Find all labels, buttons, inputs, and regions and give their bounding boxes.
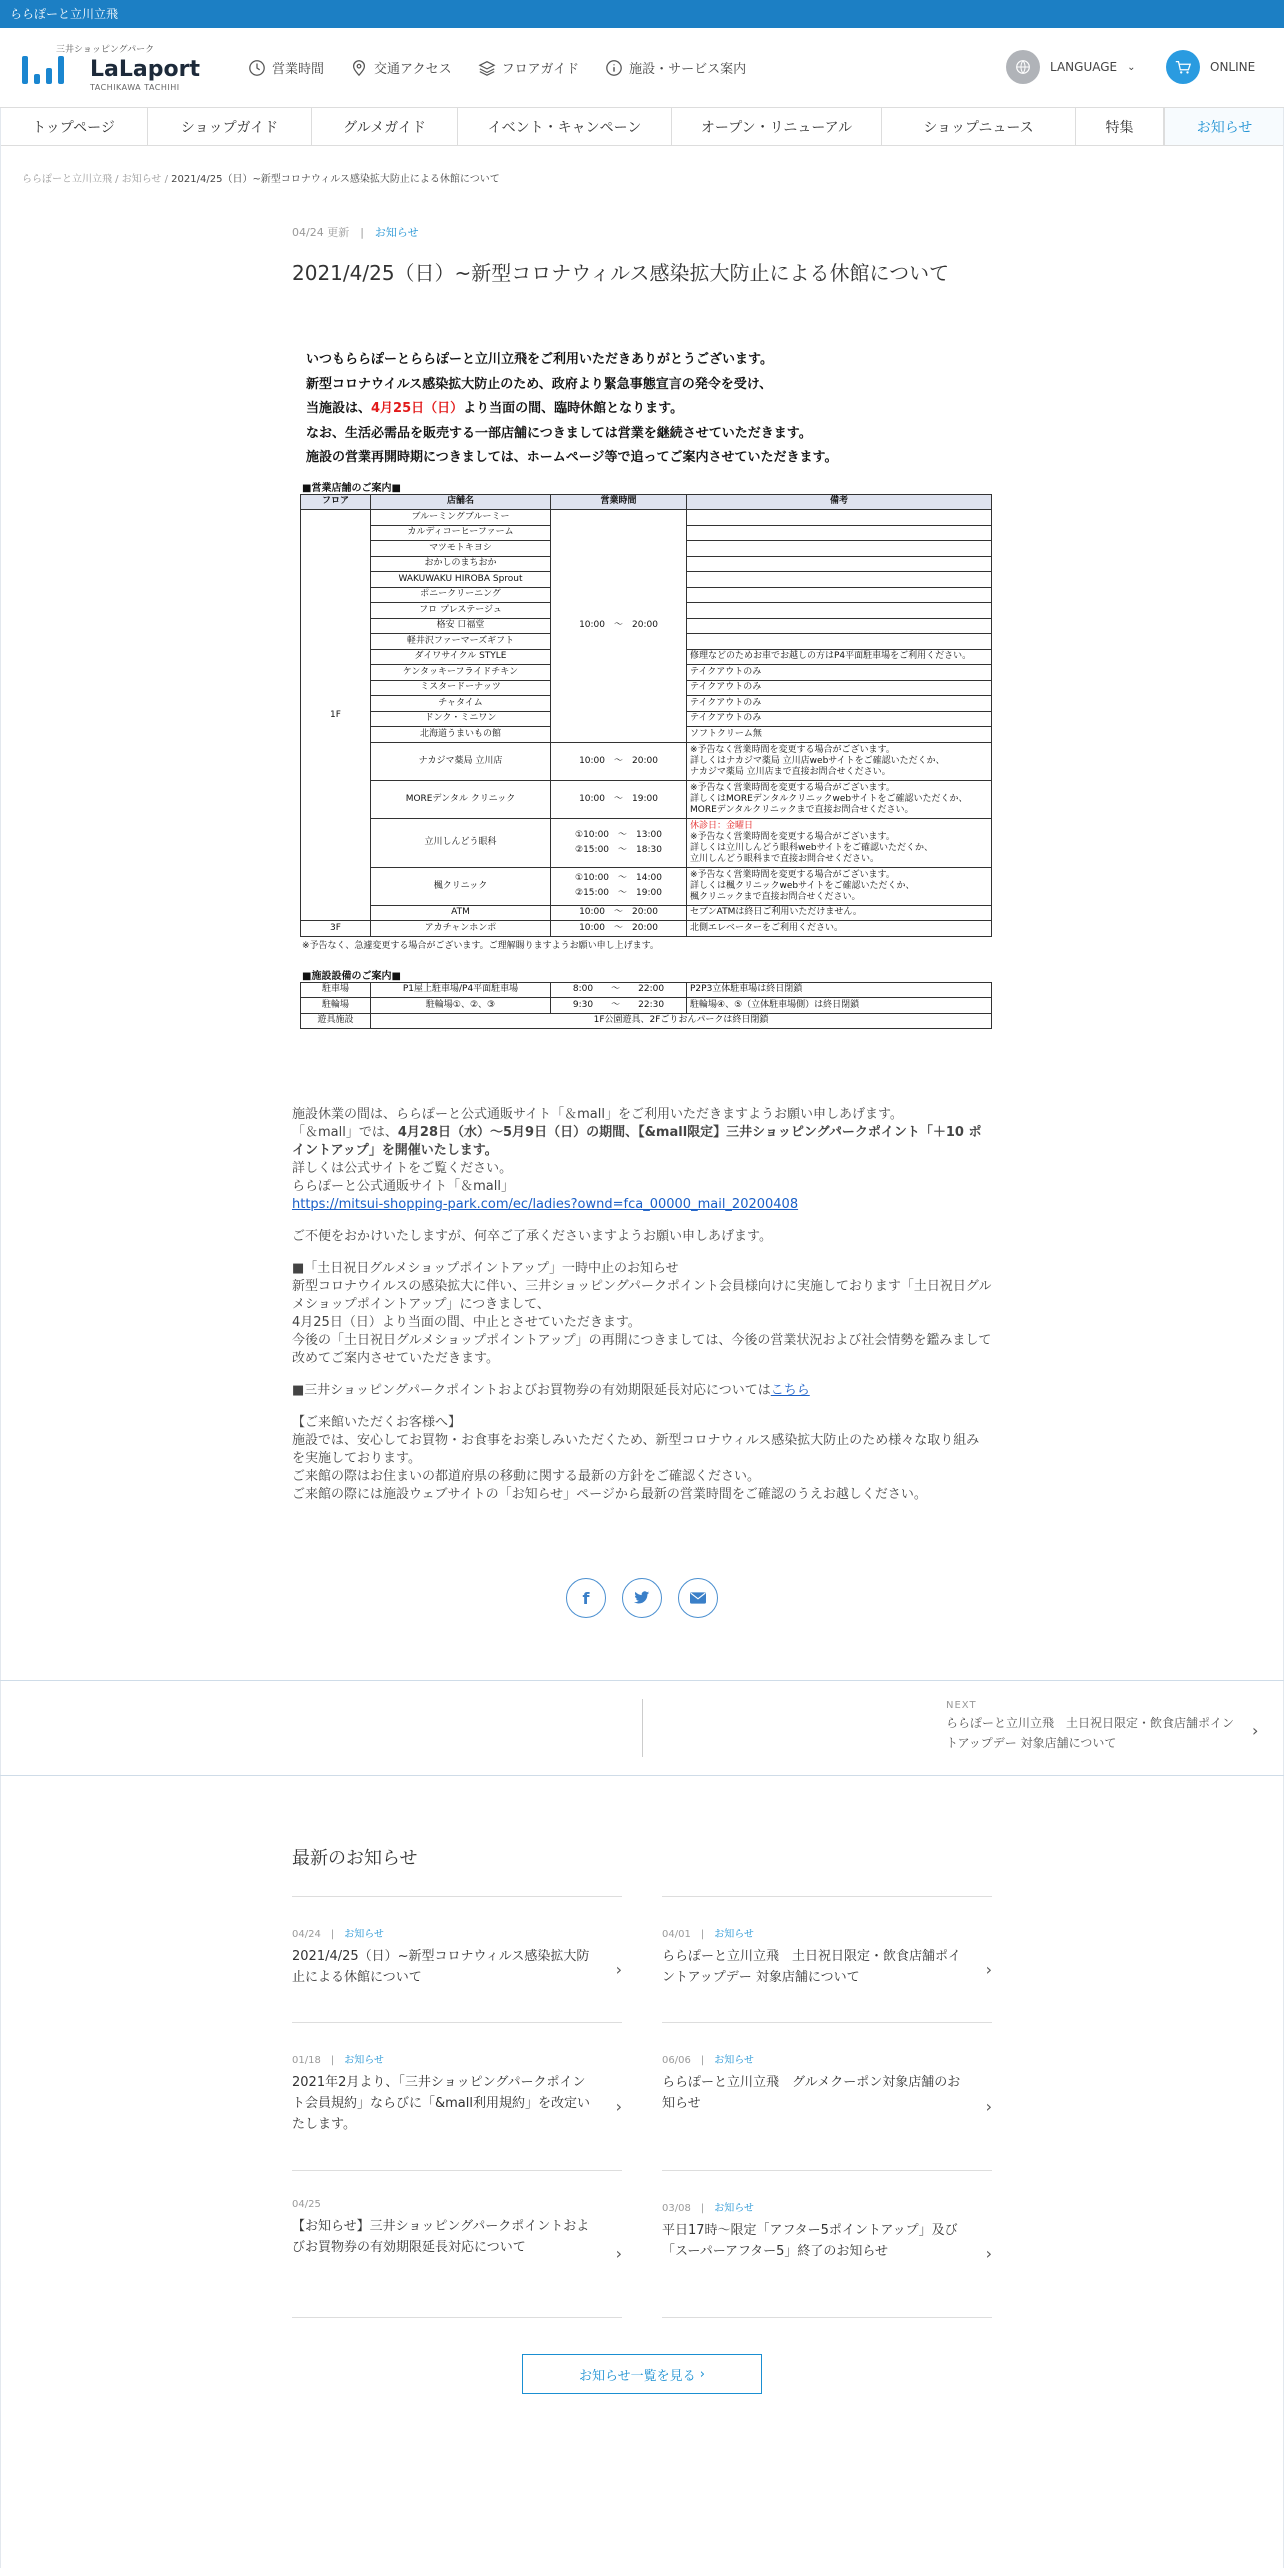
notice-section-facilities: ■施設設備のご案内■ [302, 970, 401, 982]
body-paragraph: ご不便をおかけいたしますが、何卒ご了承くださいますようお願い申しあげます。 [292, 1229, 772, 1244]
table-row: ミスタードーナッツ テイクアウトのみ [301, 680, 992, 696]
point-extension-link[interactable]: こちら [770, 1383, 810, 1398]
table-row: ドンク・ミニワン テイクアウトのみ [301, 711, 992, 727]
main-nav-events[interactable]: イベント・キャンペーン [458, 108, 672, 145]
body-paragraph: 【ご来館いただくお客様へ】 施設では、安心してお買物・お食事をお楽しみいただくため、新型コロナウィルス感染拡大防止のため様々な取り組みを実施しております。 ご来館の際はお住まいの都道府県の移動に関する最新の方針をご確認ください。 ご来館の際には施設ウェブサイトの「お知らせ」ページから最新の営業時間をご確認のうえお越しください。 [292, 1415, 980, 1502]
twitter-share-button[interactable] [622, 1578, 662, 1618]
news-list-button-label: お知らせ一覧を見る [579, 2368, 696, 2384]
body-paragraph: ■三井ショッピングパークポイントおよびお買物券の有効期限延長対応についてはこちら [292, 1383, 810, 1398]
notice-line: 施設の営業再開時期につきましては、ホームページ等で追ってご案内させていただきます。 [306, 450, 838, 465]
chevron-right-icon: › [615, 2096, 622, 2116]
table-row: ナカジマ薬局 立川店 10:00 ～ 20:00 ※予告なく営業時間を変更する場合がございます。 詳しくはナカジマ薬局 立川店webサイトをご確認いただくか、 ナカジマ薬局 立川店まで直接お問合せください。 [301, 742, 992, 780]
logo-sub: TACHIKAWA TACHIHI [90, 83, 180, 92]
header-nav-floor[interactable] [478, 58, 579, 77]
table-row: 3F アカチャンホンポ 10:00 ～ 20:00 北側エレベーターをご利用ください。 [301, 921, 992, 937]
header-nav-hours-label: 営業時間 [272, 62, 325, 77]
globe-icon [1006, 50, 1040, 84]
chevron-right-icon: › [985, 2244, 992, 2263]
breadcrumb-notice[interactable]: お知らせ [121, 174, 162, 185]
main-nav-notice[interactable]: お知らせ [1164, 108, 1284, 145]
header-nav-services[interactable] [605, 58, 746, 77]
table-row: ポニークリーニング [301, 587, 992, 603]
notice-line: なお、生活必需品を販売する一部店舗につきましては営業を継続させていただきます。 [306, 425, 812, 441]
news-item[interactable]: 03/08 | お知らせ 平日17時～限定「アフター5ポイントアップ」及び「スーパーアフター5」終了のお知らせ › [662, 2170, 992, 2318]
online-label: ONLINE [1210, 60, 1256, 74]
page-left-border [0, 108, 1, 2568]
notice-text [300, 348, 996, 471]
facebook-share-button[interactable] [566, 1578, 606, 1618]
logo-mark [22, 56, 80, 84]
table-row: カルディコーヒーファーム [301, 525, 992, 541]
cart-icon [1166, 50, 1200, 84]
page-title: 2021/4/25（日）~新型コロナウィルス感染拡大防止による休館について [292, 261, 950, 285]
body-paragraph: 施設休業の間は、ららぽーと公式通販サイト「＆mall」をご利用いただきますようお願い申しあげます。 「＆mall」では、4月28日（水）～5月9日（日）の期間、【&mall限定】三井ショッピングパークポイント「＋10 ポイントアップ」を開催いたします。 詳しくは公式サイトをご覧ください。 ららぽーと公式通販サイト「＆mall」 https://mitsui-shopping-park.com/ec/ladies?ownd=fca_00000_mail_20200408 [292, 1107, 982, 1212]
chevron-right-icon: › [985, 1959, 992, 1979]
mail-share-button[interactable] [678, 1578, 718, 1618]
news-item-title: 2021/4/25（日）~新型コロナウィルス感染拡大防止による休館について [292, 1949, 590, 1985]
pager-divider [642, 1699, 643, 1757]
share-buttons [566, 1578, 718, 1618]
notice-line: 新型コロナウイルス感染拡大防止のため、政府より緊急事態宣言の発令を受け、 [306, 376, 773, 392]
facility-table: 駐車場 P1屋上駐車場/P4平面駐車場 8:00 ～ 22:00 P2P3立体駐車場は終日閉鎖 駐輪場 駐輪場①、②、③ 9:30 ～ 22:30 駐輪場④、⑤（立体駐車場側）は終日閉鎖 遊具施設 1F公園遊具、2Fごりおんパークは終日閉鎖 [300, 982, 992, 1030]
notice-image [300, 348, 996, 1088]
article-category[interactable]: お知らせ [374, 226, 419, 239]
chevron-right-icon: › [1252, 1721, 1259, 1740]
mall-link[interactable]: https://mitsui-shopping-park.com/ec/ladies?ownd=fca_00000_mail_20200408 [292, 1197, 799, 1212]
table-row: おかしのまちおか [301, 556, 992, 572]
language-selector[interactable] [1006, 50, 1136, 84]
main-nav-shop-news[interactable]: ショップニュース [882, 108, 1076, 145]
online-link[interactable] [1166, 50, 1255, 84]
header-nav-floor-label: フロアガイド [501, 62, 580, 77]
news-item[interactable]: 04/01 | お知らせ ららぽーと立川立飛 土日祝日限定・飲食店舗ポイントアップデー 対象店舗について › [662, 1896, 992, 2022]
article-date: 04/24 更新 [292, 226, 350, 239]
notice-line: 当施設は、4月25日（日）より当面の間、臨時休館となります。 [306, 401, 684, 416]
header-nav-services-label: 施設・サービス案内 [629, 62, 747, 77]
language-label: LANGUAGE [1050, 60, 1118, 74]
next-title: ららぽーと立川立飛 土日祝日限定・飲食店舗ポイントアップデー 対象店舗について [946, 1716, 1235, 1750]
next-label: NEXT [946, 1700, 977, 1711]
logo-name: LaLaport [90, 57, 200, 82]
site-header [0, 28, 1284, 108]
next-article-link[interactable] [946, 1699, 1246, 1753]
news-list-button[interactable]: お知らせ一覧を見る › [522, 2354, 762, 2394]
table-row: チャタイム テイクアウトのみ [301, 696, 992, 712]
article-header [292, 224, 992, 290]
top-bar [0, 0, 1284, 28]
article-body [292, 1106, 992, 1518]
notice-section-shops: ■営業店舗のご案内■ [302, 482, 401, 494]
article-pager [0, 1680, 1284, 1776]
main-nav-feature[interactable]: 特集 [1076, 108, 1164, 145]
shop-hours-table: フロア 店舗名 営業時間 備考 1F ブルーミングブルーミー 10:00 ～ 20:00 カルディコーヒーファーム マツモトキヨシ おかしのまちおか WAKUWAKU HIROBA Sprout ポニークリーニング フロ プレステージュ 格安 口福堂 軽井沢ファーマーズギフト ダイワサイクル STYLE 修理などのためお車でお越しの方はP4平面駐車場をご利用ください。 ケンタッキーフライドチキン テイクアウトのみ ミスタードーナッツ テイクアウトのみ チャタイム テイクアウトのみ ドンク・ミニワン テイクアウトのみ 北海道うまいもの館 ソフトクリーム無 ナカジマ薬局 立川店 10:00 ～ 20:00 ※予告なく営業時間を変更する場合がございます。 詳しくはナカジマ薬局 立川店webサイトをご確認いただくか、 ナカジマ薬局 立川店まで直接お問合せください。 MOREデンタル クリニック 10:00 ～ 19:00 ※予告なく営業時間を変更する場合がございます。 詳しくはMOREデンタルクリニックwebサイトをご確認いただくか、 MOREデンタルクリニックまで直接お問合せください。 立川しんどう眼科 ①10:00 ～ 13:00 ②15:00 ～ 18:30 休診日：金曜日 ※予告なく営業時間を変更する場合がございます。 詳しくは立川しんどう眼科webサイトをご確認いただくか、 立川しんどう眼科まで直接お問合せください。 楓クリニック ①10:00 ～ 14:00 ②15:00 ～ 19:00 ※予告なく営業時間を変更する場合がございます。 詳しくは楓クリニックwebサイトをご確認いただくか、 楓クリニックまで直接お問合せください。 ATM 10:00 ～ 20:00 セブンATMは終日ご利用いただけません。 3F アカチャンホンポ 10:00 ～ 20:00 北側エレベーターをご利用ください。 [300, 494, 992, 937]
table-row: 軽井沢ファーマーズギフト [301, 634, 992, 650]
clock-icon [248, 59, 266, 77]
table-row: 立川しんどう眼科 ①10:00 ～ 13:00 ②15:00 ～ 18:30 休診日：金曜日 ※予告なく営業時間を変更する場合がございます。 詳しくは立川しんどう眼科webサイトをご確認いただくか、 立川しんどう眼科まで直接お問合せください。 [301, 818, 992, 867]
table-row: MOREデンタル クリニック 10:00 ～ 19:00 ※予告なく営業時間を変更する場合がございます。 詳しくはMOREデンタルクリニックwebサイトをご確認いただくか、 MOREデンタルクリニックまで直接お問合せください。 [301, 780, 992, 818]
notice-line: いつもららぽーとららぽーと立川立飛をご利用いただきありがとうございます。 [306, 352, 773, 367]
main-nav-top[interactable]: トップページ [0, 108, 148, 145]
table-row: 北海道うまいもの館 ソフトクリーム無 [301, 727, 992, 743]
notice-footnote: ※予告なく、急遽変更する場合がございます。ご理解賜りますようお願い申し上げます。 [302, 940, 659, 951]
mail-icon [690, 1592, 706, 1604]
twitter-icon [634, 1591, 650, 1605]
main-nav-shop-guide[interactable]: ショップガイド [148, 108, 312, 145]
table-row: フロ プレステージュ [301, 603, 992, 619]
latest-news [292, 1844, 992, 1870]
article-meta: 04/24 更新 | お知らせ [292, 226, 419, 239]
table-row: 楓クリニック ①10:00 ～ 14:00 ②15:00 ～ 19:00 ※予告なく営業時間を変更する場合がございます。 詳しくは楓クリニックwebサイトをご確認いただくか、 楓クリニックまで直接お問合せください。 [301, 867, 992, 905]
news-item[interactable]: 04/25 【お知らせ】三井ショッピングパークポイントおよびお買物券の有効期限延長対応について › [292, 2170, 622, 2318]
site-logo[interactable] [22, 42, 200, 96]
news-item[interactable]: 04/24 | お知らせ 2021/4/25（日）~新型コロナウィルス感染拡大防止による休館について › [292, 1896, 622, 2022]
news-item-title: 平日17時～限定「アフター5ポイントアップ」及び「スーパーアフター5」終了のお知らせ [662, 2223, 958, 2259]
table-row: ダイワサイクル STYLE 修理などのためお車でお越しの方はP4平面駐車場をご利用ください。 [301, 649, 992, 665]
latest-news-heading: 最新のお知らせ [292, 1848, 418, 1869]
header-nav-access-label: 交通アクセス [374, 62, 452, 77]
map-pin-icon [350, 59, 368, 77]
table-row: マツモトキヨシ [301, 541, 992, 557]
news-item-title: ららぽーと立川立飛 グルメクーポン対象店舗のお知らせ [662, 2075, 961, 2111]
news-item-title: 2021年2月より、「三井ショッピングパークポイント会員規約」ならびに「&mall利用規約」を改定いたします。 [292, 2075, 590, 2132]
table-row: 格安 口福堂 [301, 618, 992, 634]
header-nav-access[interactable] [350, 58, 452, 77]
logo-small-text: 三井ショッピングパーク [56, 45, 155, 55]
main-nav-gourmet[interactable]: グルメガイド [312, 108, 458, 145]
table-row: ケンタッキーフライドチキン テイクアウトのみ [301, 665, 992, 681]
breadcrumb-home[interactable]: ららぽーと立川立飛 [22, 174, 112, 185]
chevron-right-icon: › [985, 2096, 992, 2116]
table-row: 1F ブルーミングブルーミー 10:00 ～ 20:00 [301, 510, 992, 526]
chevron-right-icon: › [615, 1959, 622, 1979]
table-row: WAKUWAKU HIROBA Sprout [301, 572, 992, 588]
news-item-title: ららぽーと立川立飛 土日祝日限定・飲食店舗ポイントアップデー 対象店舗について [662, 1949, 962, 1985]
chevron-right-icon: › [615, 2244, 622, 2263]
main-nav-open[interactable]: オープン・リニューアル [672, 108, 882, 145]
top-bar-title[interactable]: ららぽーと立川立飛 [10, 7, 119, 21]
news-item[interactable]: 06/06 | お知らせ ららぽーと立川立飛 グルメクーポン対象店舗のお知らせ › [662, 2022, 992, 2170]
chevron-down-icon: ⌄ [1127, 61, 1136, 73]
body-paragraph: ■「土日祝日グルメショップポイントアップ」一時中止のお知らせ 新型コロナウイルスの感染拡大に伴い、三井ショッピングパークポイント会員様向けに実施しております「土日祝日グルメショップポイントアップ」につきまして、 4月25日（日）より当面の間、中止とさせていただきます。 今後の「土日祝日グルメショップポイントアップ」の再開につきましては、今後の営業状況および社会情勢を鑑みまして改めてご案内させていただきます。 [292, 1261, 992, 1366]
breadcrumb-current: 2021/4/25（日）~新型コロナウィルス感染拡大防止による休館について [171, 174, 500, 185]
facebook-icon: f [582, 1588, 590, 1608]
news-item-title: 【お知らせ】三井ショッピングパークポイントおよびお買物券の有効期限延長対応について [292, 2219, 590, 2255]
table-row: ATM 10:00 ～ 20:00 セブンATMは終日ご利用いただけません。 [301, 905, 992, 921]
header-nav-hours[interactable] [248, 58, 324, 77]
layers-icon [478, 59, 496, 77]
breadcrumb: ららぽーと立川立飛 / お知らせ / 2021/4/25（日）~新型コロナウィルス感染拡大防止による休館について [22, 174, 500, 185]
header-nav [248, 58, 746, 77]
news-item[interactable]: 01/18 | お知らせ 2021年2月より、「三井ショッピングパークポイント会員規約」ならびに「&mall利用規約」を改定いたします。 › [292, 2022, 622, 2170]
main-nav [0, 108, 1284, 146]
info-icon [605, 59, 623, 77]
